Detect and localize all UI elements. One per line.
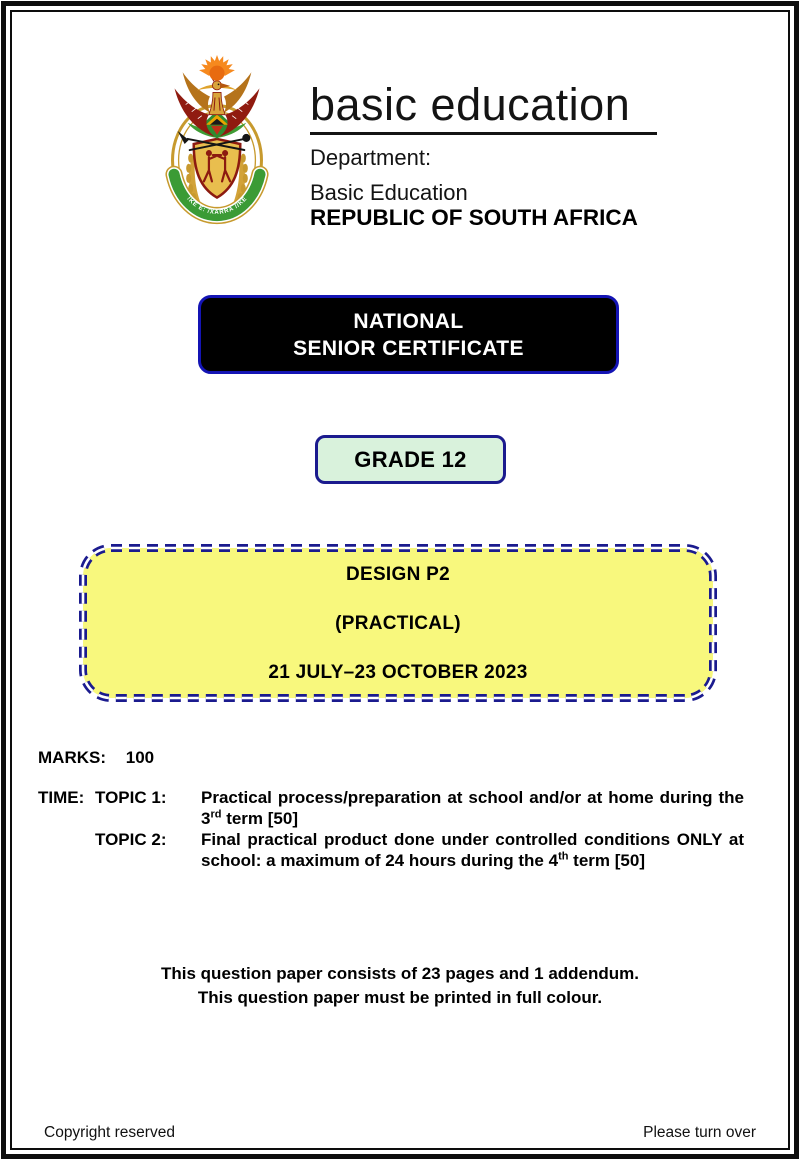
marks-value: 100 [125, 748, 155, 767]
brand-underline [310, 132, 657, 135]
brand-wordmark: basic education [310, 79, 631, 130]
emblem-motto: !KE E: /XARRA //KE [185, 195, 249, 216]
grade-badge: GRADE 12 [315, 435, 506, 484]
certificate-line1: NATIONAL [353, 309, 464, 333]
topic1-text-post: term [50] [221, 809, 298, 828]
department-brand-block [310, 80, 670, 231]
paper-subtitle: (PRACTICAL) [335, 613, 461, 634]
note-line2: This question paper must be printed in full colour. [197, 988, 603, 1007]
topic2-label: TOPIC 2: [95, 830, 167, 849]
marks-label: MARKS: [38, 748, 106, 767]
marks-line [38, 748, 154, 768]
department-name: Basic Education [310, 180, 468, 205]
paper-title: DESIGN P2 [345, 564, 451, 585]
sun-icon [198, 55, 235, 81]
department-line: Department: [310, 145, 432, 170]
topic1-text-pre: Practical process/preparation at school and/or at home during the 3 [201, 788, 744, 828]
topic2-text [201, 829, 744, 871]
topic2-text-post: term [50] [568, 851, 645, 870]
coat-of-arms-icon [141, 52, 293, 238]
paper-date-range: 21 JULY–23 OCTOBER 2023 [268, 662, 528, 683]
copyright-text: Copyright reserved [44, 1124, 175, 1141]
certificate-banner [198, 295, 619, 374]
topic2-text-pre: Final practical product done under controlled conditions ONLY at school: a maximum of 24 hours during the 4 [201, 830, 744, 870]
page-footer [44, 1124, 756, 1142]
topic2-ordinal-suffix: th [558, 850, 569, 863]
topic1-ordinal-suffix: rd [210, 808, 222, 821]
turn-over-text: Please turn over [643, 1124, 756, 1141]
time-section [38, 787, 744, 871]
paper-title-panel [78, 543, 718, 703]
note-line1: This question paper consists of 23 pages and 1 addendum. [161, 964, 639, 983]
topic1-label: TOPIC 1: [95, 788, 167, 807]
certificate-line2: SENIOR CERTIFICATE [293, 336, 524, 360]
instruction-note [0, 962, 800, 1010]
country-name: REPUBLIC OF SOUTH AFRICA [310, 205, 638, 230]
time-label: TIME: [38, 788, 85, 807]
topic1-text [201, 787, 744, 829]
